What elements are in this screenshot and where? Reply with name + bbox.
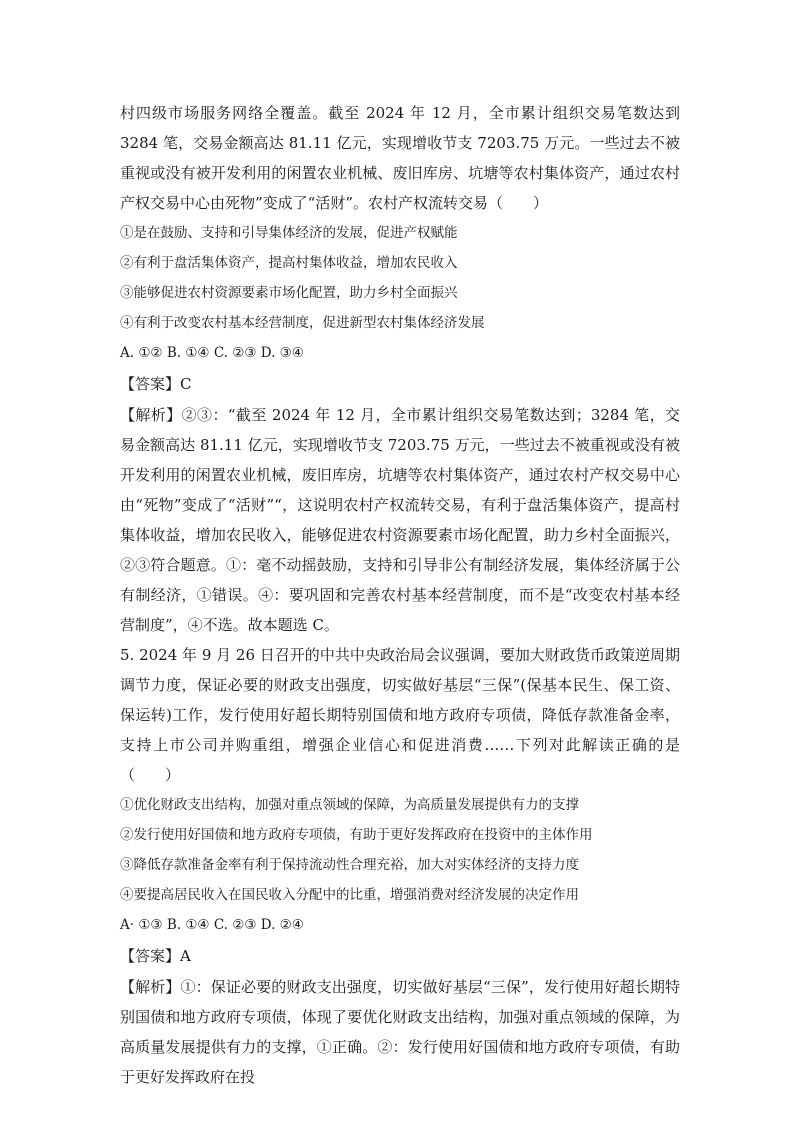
question-5-choices: A· ①③ B. ①④ C. ②③ D. ②④	[120, 917, 304, 933]
question-4-option-4: ④有利于改变农村基本经营制度，促进新型农村集体经济发展	[120, 315, 485, 331]
question-5-option-4: ④要提高居民收入在国民收入分配中的比重，增强消费对经济发展的决定作用	[120, 887, 579, 903]
question-4-option-1: ①是在鼓励、支持和引导集体经济的发展，促进产权赋能	[120, 225, 458, 241]
question-4-option-2: ②有利于盘活集体资产，提高村集体收益，增加农民收入	[120, 255, 458, 271]
question-4-choices: A. ①② B. ①④ C. ②③ D. ③④	[120, 345, 304, 361]
page-content	[120, 98, 680, 1092]
question-5-answer: 【答案】A	[120, 947, 191, 965]
question-5-option-1: ①优化财政支出结构，加强对重点领域的保障，为高质量发展提供有力的支撑	[120, 797, 579, 813]
question-4-stem: 村四级市场服务网络全覆盖。截至 2024 年 12 月，全市累计组织交易笔数达到 3284 笔，交易金额高达 81.11 亿元，实现增收节支 7203.75 万元。一些过去不被重视或没有被开发利用的闲置农业机械、废旧库房、坑塘等农村集体资产，通过农村产权交易中心由死物”变成了“活财”。农村产权流转交易（ ）	[120, 104, 680, 212]
question-4-analysis: 【解析】②③：“截至 2024 年 12 月，全市累计组织交易笔数达到；3284 笔，交易金额高达 81.11 亿元，实现增收节支 7203.75 万元，一些过去不被重视或没有被开发利用的闲置农业机械，废旧库房，坑塘等农村集体资产，通过农村产权交易中心由“死物”变成了“活财”“，这说明农村产权流转交易，有利于盘活集体资产，提高村集体收益，增加农民收入，能够促进农村资源要素市场化配置，助力乡村全面振兴，②③符合题意。①：毫不动摇鼓励，支持和引导非公有制经济发展，集体经济属于公有制经济，①错误。④：要巩固和完善农村基本经营制度，而不是“改变农村基本经营制度”，④不选。故本题选 C。	[120, 406, 680, 634]
question-4-option-3: ③能够促进农村资源要素市场化配置，助力乡村全面振兴	[120, 285, 458, 301]
question-5-option-2: ②发行使用好国债和地方政府专项债，有助于更好发挥政府在投资中的主体作用	[120, 827, 593, 843]
question-5-analysis: 【解析】①：保证必要的财政支出强度，切实做好基层“三保”，发行使用好超长期特别国债和地方政府专项债，体现了要优化财政支出结构，加强对重点领域的保障，为高质量发展提供有力的支撑，①正确。②：发行使用好国债和地方政府专项债，有助于更好发挥政府在投	[120, 978, 680, 1086]
question-4-answer: 【答案】C	[120, 375, 192, 393]
question-5-option-3: ③降低存款准备金率有利于保持流动性合理充裕，加大对实体经济的支持力度	[120, 857, 579, 873]
question-5-stem: 5. 2024 年 9 月 26 日召开的中共中央政治局会议强调，要加大财政货币政策逆周期调节力度，保证必要的财政支出强度，切实做好基层“三保”(保基本民生、保工资、保运转)工作，发行使用好超长期特别国债和地方政府专项债，降低存款准备金率，支持上市公司并购重组，增强企业信心和促进消费……下列对此解读正确的是（ ）	[120, 646, 680, 784]
